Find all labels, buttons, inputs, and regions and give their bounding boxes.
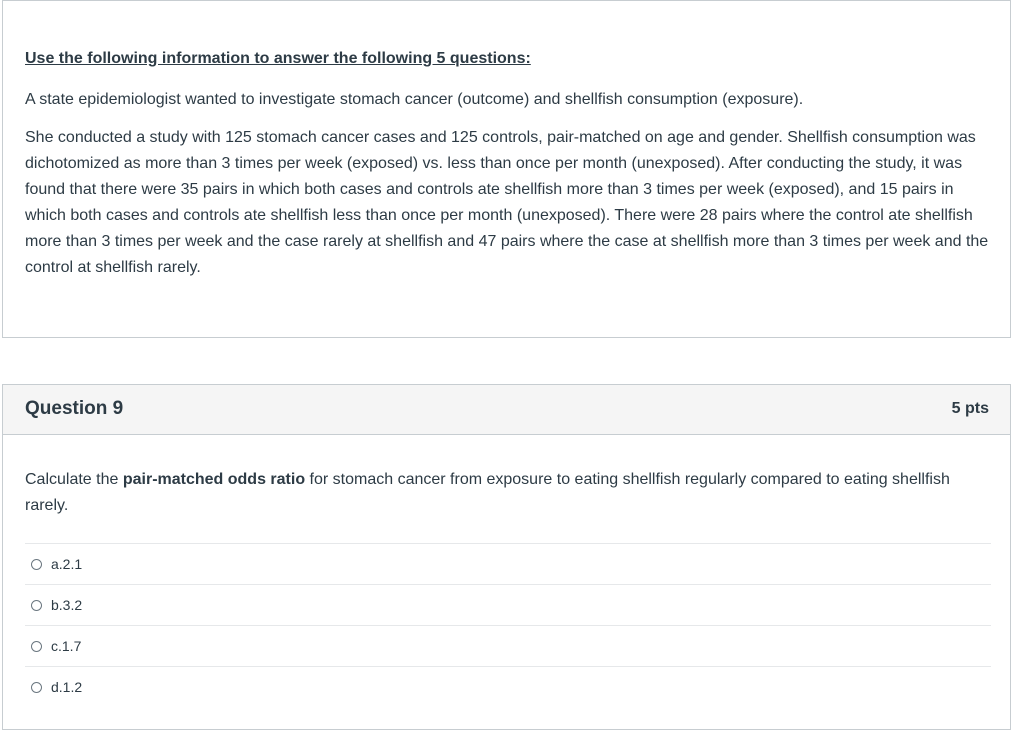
- radio-button-icon[interactable]: [31, 559, 42, 570]
- question-text-before: Calculate the: [25, 471, 123, 488]
- answer-list: [25, 543, 991, 707]
- answer-option-c[interactable]: [25, 626, 991, 667]
- answer-option-b[interactable]: [25, 585, 991, 626]
- question-text-after: for stomach cancer from exposure to eating shellfish regularly compared to eating shellfish rarely.: [25, 471, 950, 514]
- radio-button-icon[interactable]: [31, 682, 42, 693]
- answer-label[interactable]: d.1.2: [51, 679, 83, 695]
- info-heading: Use the following information to answer the following 5 questions:: [25, 50, 531, 67]
- answer-label[interactable]: a.2.1: [51, 556, 83, 572]
- answer-option-a[interactable]: [25, 544, 991, 585]
- question-header: [3, 385, 1010, 435]
- question-text-bold: pair-matched odds ratio: [122, 471, 306, 488]
- info-content: [25, 48, 995, 293]
- question-panel: [2, 384, 1011, 730]
- info-panel: [2, 0, 1011, 338]
- answer-label[interactable]: c.1.7: [51, 638, 82, 654]
- question-points: 5 pts: [951, 400, 989, 417]
- question-title: Question 9: [25, 398, 124, 419]
- answer-option-d[interactable]: [25, 667, 991, 707]
- question-text: [25, 467, 965, 519]
- info-paragraph-2: She conducted a study with 125 stomach cancer cases and 125 controls, pair-matched on age and gender. Shellfish consumption was dichotomized as more than 3 times per week (exposed) vs. less than once per month (unexposed). After conducting the study, it was found that there were 35 pairs in which both cases and controls ate shellfish more than 3 times per week (exposed), and 15 pairs in which both cases and controls ate shellfish less than once per month (unexposed). There were 28 pairs where the control ate shellfish more than 3 times per week and the case rarely at shellfish and 47 pairs where the case at shellfish more than 3 times per week and the control at shellfish rarely.: [25, 129, 989, 276]
- radio-button-icon[interactable]: [31, 641, 42, 652]
- radio-button-icon[interactable]: [31, 600, 42, 611]
- answer-label[interactable]: b.3.2: [51, 597, 83, 613]
- info-paragraph-1: A state epidemiologist wanted to investigate stomach cancer (outcome) and shellfish consumption (exposure).: [25, 91, 804, 108]
